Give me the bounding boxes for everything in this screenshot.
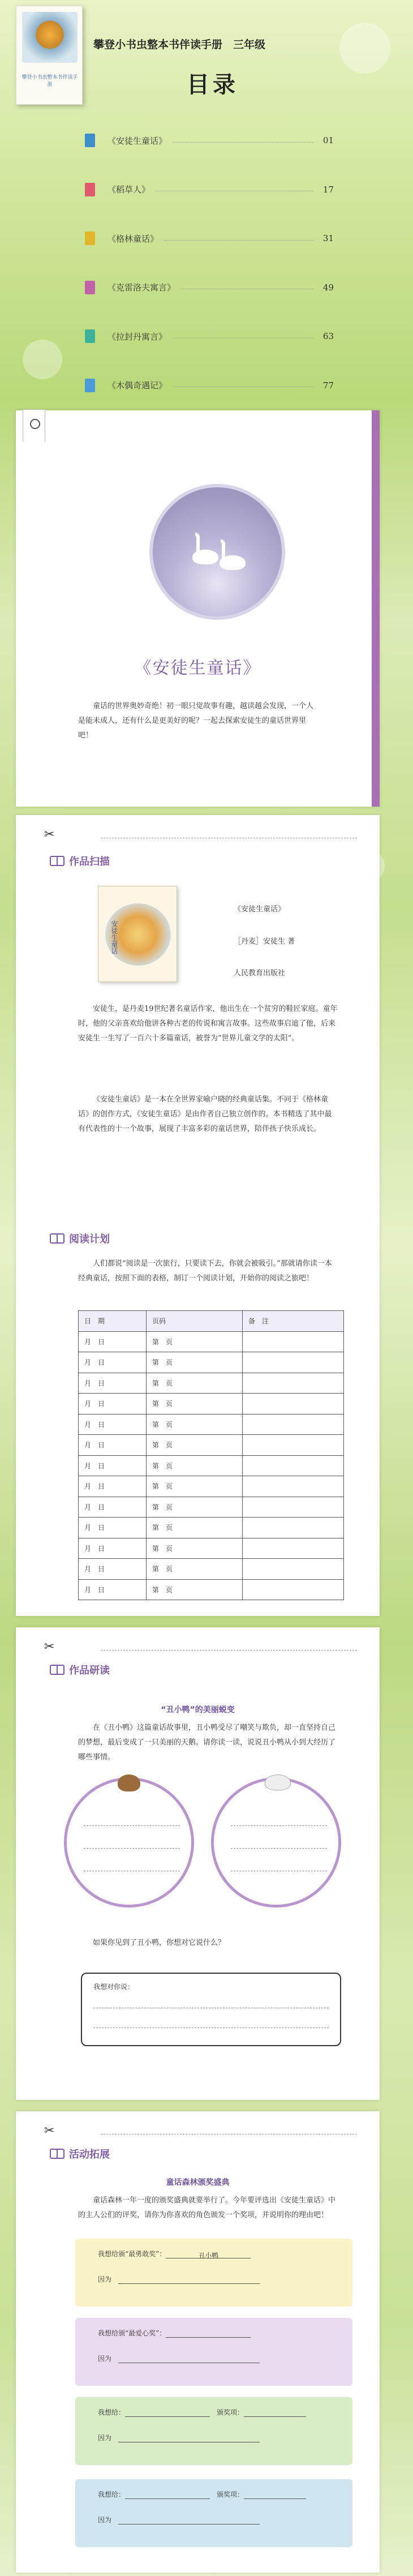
note-cell[interactable] (243, 1331, 344, 1352)
scissors-icon: ✂ (44, 828, 55, 842)
note-cell[interactable] (243, 1394, 344, 1415)
table-row (79, 1476, 344, 1497)
section-heading-text: 作品研读 (69, 1665, 110, 1677)
page-title: 攀登小书虫整本书伴读手册 三年级 (93, 38, 266, 51)
table-row (79, 1455, 344, 1476)
cover-title: 攀登小书虫整本书伴读手册 (21, 75, 78, 88)
toc-page-number: 01 (322, 135, 334, 146)
activity-intro: 童话森林一年一度的颁奖盛典就要举行了。今年要评选出《安徒生童话》中的主人公们的评奖，请你为你喜欢的角色颁发一个奖项，并说明你的理由吧！ (78, 2196, 336, 2219)
book-icon (85, 329, 95, 343)
toc-item[interactable] (85, 361, 334, 410)
book-intro: 童话的世界奥妙奇绝！初一眼只觉故事有趣，越读越会发现，一个人是能未成人，还有什么是更美好的呢？一起去探索安徒生的童话世界里吧！ (78, 702, 314, 740)
table-row (79, 1352, 344, 1373)
reason-label: 因为 (98, 2355, 112, 2363)
date-cell[interactable]: 月 日 (79, 1455, 147, 1476)
date-cell[interactable]: 月 日 (79, 1559, 147, 1580)
open-book-icon (50, 1665, 64, 1675)
toc-page-number: 17 (322, 184, 334, 195)
reason-input[interactable] (118, 2276, 260, 2284)
book-summary: 《安徒生童话》是一本在全世界家喻户晓的经典童话集。不同于《格林童话》的创作方式，《安徒生童话》是由作者自己独立创作的。本书精选了其中最有代表性的十一个故事，展现了丰富多彩的童话世界，陪伴孩子快乐成长。 (78, 1095, 332, 1133)
section-heading-scan (50, 854, 110, 868)
award-input[interactable] (125, 2409, 210, 2417)
date-cell[interactable]: 月 日 (79, 1394, 147, 1415)
swan-body (192, 550, 218, 564)
section-heading-text: 活动拓展 (69, 2149, 110, 2161)
message-box[interactable] (81, 1973, 341, 2046)
info-author: ［丹麦］安徒生 著 (234, 937, 295, 946)
author-intro: 安徒生，是丹麦19世纪著名童话作家，他出生在一个贫穷的鞋匠家庭。童年时，他的父亲喜欢给他讲各种古老的传说和寓言故事。这些故事启迪了他，后来安徒生一生写了一百六十多篇童话，被誉为“世界儿童文学的太阳”。 (78, 1005, 338, 1043)
date-cell[interactable]: 月 日 (79, 1331, 147, 1352)
award-card (75, 2397, 352, 2465)
table-row (79, 1538, 344, 1559)
award-label: 我想给颁“最爱心奖”： (98, 2329, 166, 2337)
study-intro: 在《丑小鸭》这篇童话故事里，丑小鸭受尽了嘲笑与欺负，却一直坚持自己的梦想，最后变成了一只美丽的天鹅。请你读一读，说说丑小鸭从小到大经历了哪些事情。 (78, 1724, 336, 1761)
col-note: 备 注 (243, 1311, 344, 1332)
table-row (79, 1435, 344, 1456)
section-heading-study (50, 1662, 110, 1677)
activity-card (16, 2111, 380, 2573)
scissors-icon: ✂ (44, 2124, 55, 2138)
toc-label: 《格林童话》 (107, 233, 159, 244)
table-row (79, 1414, 344, 1435)
book-cover (16, 6, 83, 105)
date-cell[interactable]: 月 日 (79, 1579, 147, 1600)
cover-text: 安徒生童话 (110, 920, 118, 954)
toc-item[interactable] (85, 312, 334, 361)
open-book-icon (50, 856, 64, 866)
table-row (79, 1559, 344, 1580)
section-heading-plan (50, 1231, 110, 1246)
info-publisher: 人民教育出版社 (234, 969, 286, 978)
toc-dots (164, 240, 313, 241)
book-icon (85, 379, 95, 392)
dash-divider (101, 1650, 357, 1651)
col-pages: 页码 (147, 1311, 243, 1332)
award-card (75, 2239, 352, 2307)
note-cell[interactable] (243, 1373, 344, 1394)
pages-cell[interactable]: 第 页 (147, 1414, 243, 1435)
toc-page-number: 77 (322, 380, 334, 391)
date-cell[interactable]: 月 日 (79, 1435, 147, 1456)
award-card (75, 2318, 352, 2386)
note-cell[interactable] (243, 1455, 344, 1476)
reason-label: 因为 (98, 2516, 112, 2524)
toc-label: 《安徒生童话》 (107, 135, 167, 146)
col-date: 日 期 (79, 1311, 147, 1332)
pages-cell[interactable]: 第 页 (147, 1352, 243, 1373)
note-cell[interactable] (243, 1414, 344, 1435)
reason-input[interactable] (118, 2355, 260, 2363)
toc-dots (173, 142, 313, 143)
reason-label: 因为 (98, 2275, 112, 2283)
award-input[interactable] (166, 2330, 251, 2338)
study-subtitle: “丑小鸭”的美丽蜕变 (161, 1705, 235, 1715)
writing-line[interactable] (84, 1848, 180, 1849)
study-question: 如果你见到了丑小鸭，你想对它说什么？ (93, 1939, 226, 1947)
duckling-icon (118, 1775, 140, 1791)
pages-cell[interactable]: 第 页 (147, 1435, 243, 1456)
note-cell[interactable] (243, 1476, 344, 1497)
plan-intro: 人们都说“阅读是一次旅行，只要读下去，你就会被吸引。”那就请你读一本经典童话，按照下面的表格，制订一个阅读计划，开始你的阅读之旅吧！ (78, 1259, 332, 1283)
reason-label: 因为 (98, 2434, 112, 2442)
book-icon (85, 183, 95, 196)
award-label-2: 颁奖项： (217, 2491, 244, 2498)
duckling-writing-ring (64, 1777, 194, 1908)
swan-writing-ring (211, 1777, 341, 1908)
toc-label: 《木偶奇遇记》 (107, 380, 167, 391)
book-cover-image (98, 886, 177, 982)
toc-item[interactable] (85, 214, 334, 263)
writing-line[interactable] (231, 1825, 327, 1826)
book-icon (85, 232, 95, 245)
swan-icon (265, 1775, 291, 1790)
reading-plan-table (78, 1310, 344, 1600)
book-title: 《安徒生童话》 (134, 658, 261, 678)
table-row (79, 1373, 344, 1394)
book-icon (85, 281, 95, 294)
date-cell[interactable]: 月 日 (79, 1497, 147, 1518)
table-header-row (79, 1311, 344, 1332)
swan-illustration (149, 484, 285, 620)
table-row (79, 1518, 344, 1538)
toc-label: 《拉封丹寓言》 (107, 331, 167, 342)
writing-line[interactable] (84, 1825, 180, 1826)
pages-cell[interactable]: 第 页 (147, 1518, 243, 1538)
date-cell[interactable]: 月 日 (79, 1518, 147, 1538)
bubble-decoration (23, 340, 62, 379)
toc-heading: 目录 (187, 72, 239, 98)
toc-item[interactable] (85, 116, 334, 165)
award-label: 我想给： (98, 2408, 126, 2416)
pages-cell[interactable]: 第 页 (147, 1538, 243, 1559)
toc-item[interactable] (85, 263, 334, 312)
award-input[interactable] (166, 2251, 251, 2258)
toc-page-number: 63 (322, 331, 334, 342)
pages-cell[interactable]: 第 页 (147, 1559, 243, 1580)
toc-item[interactable] (85, 165, 334, 215)
toc-label: 《克雷洛夫寓言》 (107, 282, 176, 293)
note-cell[interactable] (243, 1497, 344, 1518)
toc-label: 《稻草人》 (107, 185, 150, 195)
activity-subtitle: 童话森林颁奖盛典 (166, 2178, 230, 2187)
write-label: 我想对你说： (93, 1983, 135, 1991)
swan-body (220, 555, 246, 570)
award-input[interactable] (125, 2491, 210, 2499)
table-of-contents (85, 116, 334, 459)
writing-line[interactable] (231, 1848, 327, 1849)
note-cell[interactable] (243, 1518, 344, 1538)
note-cell[interactable] (243, 1435, 344, 1456)
table-row (79, 1497, 344, 1518)
date-cell[interactable]: 月 日 (79, 1373, 147, 1394)
toc-page-number: 49 (322, 282, 334, 293)
note-cell[interactable] (243, 1538, 344, 1559)
award-input[interactable] (244, 2409, 306, 2417)
reason-input[interactable] (118, 2434, 260, 2442)
ribbon-icon (23, 409, 45, 442)
toc-page-number: 31 (322, 233, 334, 244)
open-book-icon (50, 1233, 64, 1244)
pages-cell[interactable]: 第 页 (147, 1579, 243, 1600)
scissors-icon: ✂ (44, 1640, 55, 1654)
table-row (79, 1579, 344, 1600)
award-label: 我想给颁“最勇敢奖”： (98, 2250, 166, 2258)
info-title: 《安徒生童话》 (234, 905, 286, 914)
date-cell[interactable]: 月 日 (79, 1414, 147, 1435)
note-cell[interactable] (243, 1579, 344, 1600)
award-label-2: 颁奖项： (217, 2408, 244, 2416)
open-book-icon (50, 2149, 64, 2159)
pages-cell[interactable]: 第 页 (147, 1497, 243, 1518)
book-intro-card (16, 410, 380, 807)
side-stripe (372, 410, 380, 807)
reason-input[interactable] (118, 2517, 260, 2524)
section-heading-text: 作品扫描 (69, 856, 110, 868)
note-cell[interactable] (243, 1352, 344, 1373)
award-card (75, 2479, 352, 2547)
date-cell[interactable]: 月 日 (79, 1538, 147, 1559)
note-cell[interactable] (243, 1559, 344, 1580)
award-label: 我想给： (98, 2491, 126, 2498)
date-cell[interactable]: 月 日 (79, 1476, 147, 1497)
pages-cell[interactable]: 第 页 (147, 1331, 243, 1352)
pages-cell[interactable]: 第 页 (147, 1373, 243, 1394)
book-icon (85, 134, 95, 147)
section-heading-text: 阅读计划 (69, 1233, 110, 1245)
award-value: 丑小鸭 (198, 2252, 219, 2260)
pages-cell[interactable]: 第 页 (147, 1394, 243, 1415)
scan-plan-card (16, 815, 380, 1616)
table-row (79, 1394, 344, 1415)
pages-cell[interactable]: 第 页 (147, 1455, 243, 1476)
pages-cell[interactable]: 第 页 (147, 1476, 243, 1497)
cover-art (22, 12, 78, 63)
section-heading-activity (50, 2146, 110, 2161)
table-row (79, 1331, 344, 1352)
award-input[interactable] (244, 2491, 306, 2499)
date-cell[interactable]: 月 日 (79, 1352, 147, 1373)
study-card (16, 1627, 380, 2100)
